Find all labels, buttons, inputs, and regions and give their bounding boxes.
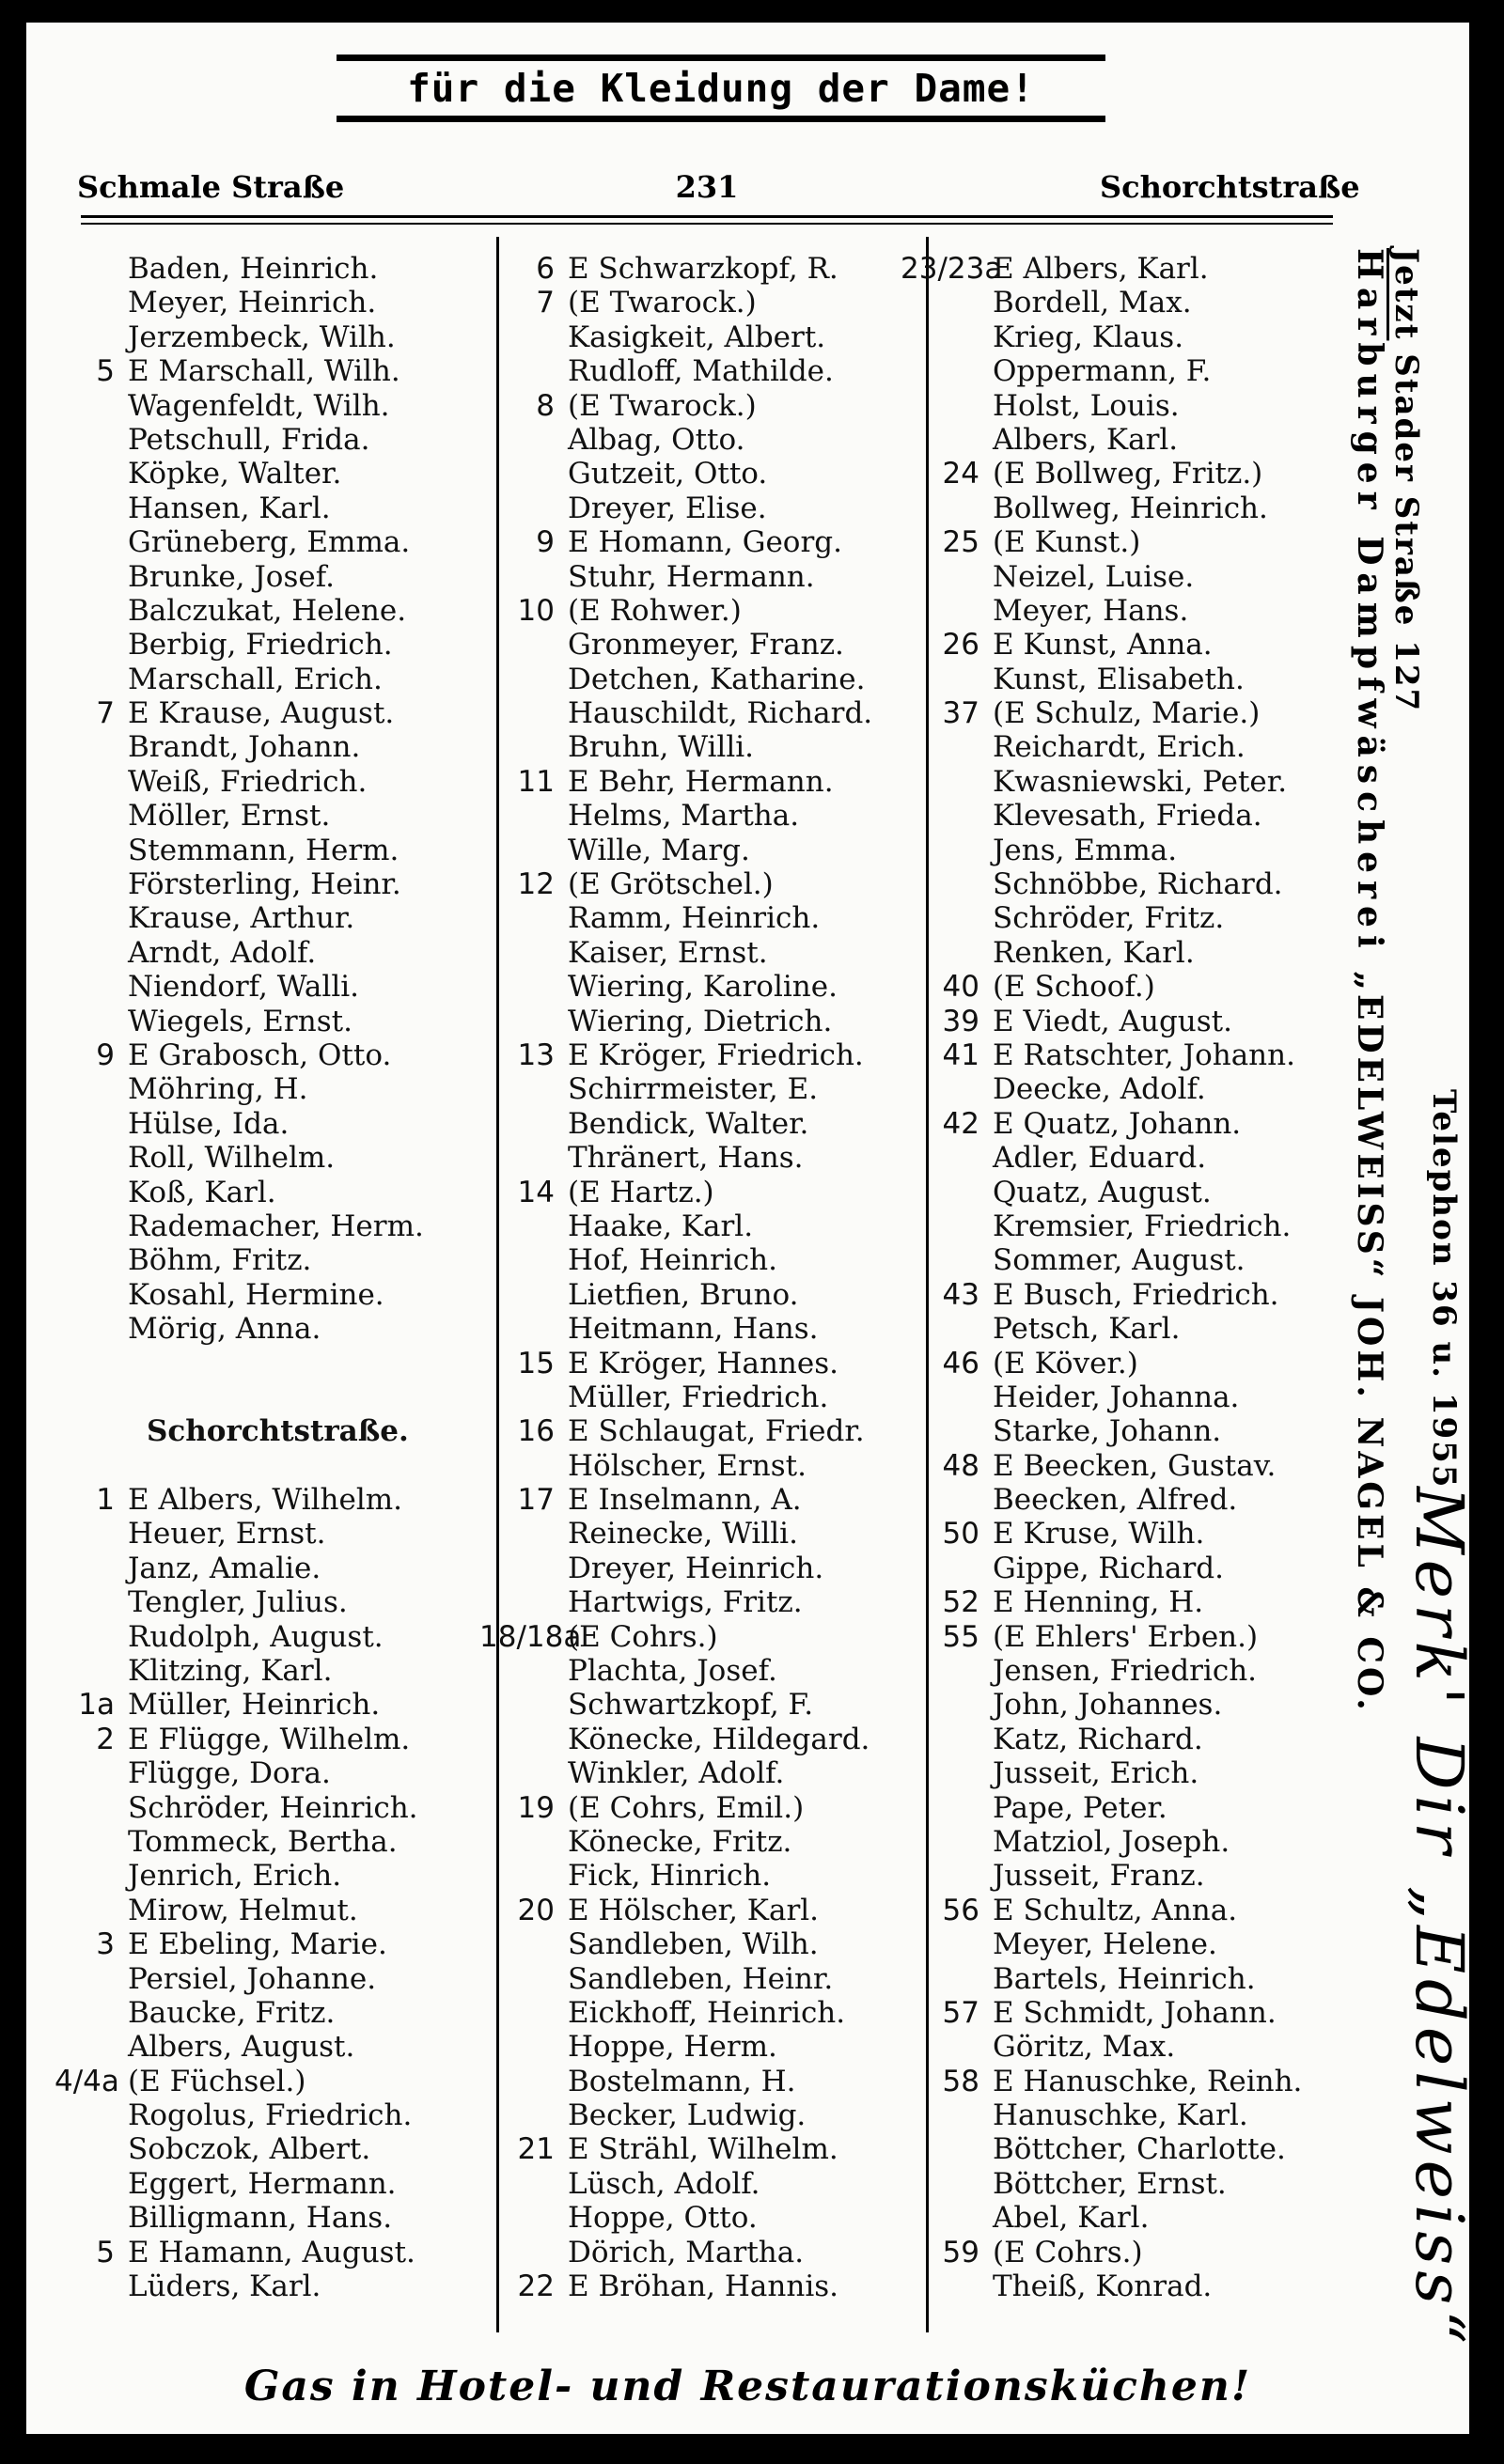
advert-company: Harburger Dampfwäscherei: [1350, 248, 1389, 956]
resident-name: Billigmann, Hans.: [128, 2201, 393, 2236]
resident-name: Lüders, Karl.: [128, 2269, 321, 2304]
resident-name: Holst, Louis.: [993, 388, 1180, 423]
resident-name: E Busch, Friedrich.: [993, 1277, 1279, 1312]
resident-name: Petsch, Karl.: [993, 1312, 1181, 1347]
resident-name: E Inselmann, A.: [568, 1483, 802, 1518]
resident-name: Detchen, Katharine.: [568, 662, 866, 696]
resident-name: (E Köver.): [993, 1346, 1138, 1380]
resident-name: Meyer, Heinrich.: [128, 286, 377, 320]
house-number: 21: [517, 2132, 555, 2167]
resident-name: Albers, August.: [128, 2030, 355, 2065]
resident-name: E Ebeling, Marie.: [128, 1927, 387, 1962]
resident-name: Niendorf, Walli.: [128, 970, 360, 1005]
resident-name: Hoppe, Herm.: [568, 2030, 777, 2065]
banner-advert: für die Kleidung der Dame!: [337, 55, 1105, 122]
resident-name: E Kruse, Wilh.: [993, 1517, 1205, 1552]
house-number: 24: [942, 457, 979, 491]
resident-name: Meyer, Hans.: [993, 593, 1189, 628]
footer-advert: Gas in Hotel- und Restaurationsküchen!: [243, 2363, 1252, 2410]
resident-name: E Albers, Wilhelm.: [128, 1483, 403, 1518]
resident-name: (E Füchsel.): [128, 2064, 306, 2098]
resident-name: Petschull, Frida.: [128, 422, 370, 457]
resident-name: Klevesath, Frieda.: [993, 799, 1262, 834]
resident-name: Pape, Peter.: [993, 1790, 1167, 1825]
resident-name: Plachta, Josef.: [568, 1654, 777, 1689]
resident-name: (E Schulz, Marie.): [993, 696, 1261, 731]
resident-name: Beecken, Alfred.: [993, 1483, 1238, 1518]
resident-name: Hanuschke, Karl.: [993, 2098, 1248, 2133]
house-number: 16: [517, 1414, 555, 1449]
house-number: 43: [942, 1277, 979, 1312]
resident-name: E Strähl, Wilhelm.: [568, 2132, 838, 2167]
resident-name: E Marschall, Wilh.: [128, 354, 400, 389]
resident-name: (E Schoof.): [993, 970, 1155, 1005]
house-number: 9: [536, 525, 555, 560]
resident-name: E Schultz, Anna.: [993, 1893, 1238, 1927]
resident-name: Tengler, Julius.: [128, 1585, 348, 1620]
resident-name: (E Cohrs, Emil.): [568, 1790, 805, 1825]
resident-name: Adler, Eduard.: [993, 1141, 1207, 1176]
house-number: 7: [96, 696, 115, 731]
resident-name: Rademacher, Herm.: [128, 1209, 424, 1243]
resident-name: Albers, Karl.: [993, 422, 1179, 457]
resident-name: E Kunst, Anna.: [993, 628, 1213, 663]
house-number: 42: [942, 1106, 979, 1141]
resident-name: Roll, Wilhelm.: [128, 1141, 336, 1176]
header-rule: [81, 215, 1333, 218]
resident-name: E Schlaugat, Friedr.: [568, 1414, 865, 1449]
resident-name: Matziol, Joseph.: [993, 1824, 1230, 1859]
resident-name: Weiß, Friedrich.: [128, 764, 368, 799]
resident-name: Hartwigs, Fritz.: [568, 1585, 803, 1620]
resident-name: Abel, Karl.: [993, 2201, 1150, 2236]
house-number: 41: [942, 1037, 979, 1072]
resident-name: (E Cohrs.): [993, 2235, 1143, 2269]
resident-name: (E Hartz.): [568, 1175, 714, 1209]
house-number: 8: [536, 388, 555, 423]
resident-name: Wiegels, Ernst.: [128, 1004, 352, 1038]
house-number: 46: [942, 1346, 979, 1380]
house-number: 37: [942, 696, 979, 731]
house-number: 5: [96, 2235, 115, 2269]
resident-name: (E Kunst.): [993, 525, 1141, 560]
house-number: 14: [517, 1175, 555, 1209]
resident-name: E Schwarzkopf, R.: [568, 252, 838, 286]
resident-name: Rogolus, Friedrich.: [128, 2098, 413, 2133]
resident-name: Starke, Johann.: [993, 1414, 1222, 1449]
resident-name: Klitzing, Karl.: [128, 1654, 333, 1689]
house-number: 15: [517, 1346, 555, 1380]
resident-name: Stemmann, Herm.: [128, 833, 400, 867]
resident-name: Göritz, Max.: [993, 2030, 1176, 2065]
resident-name: Böttcher, Ernst.: [993, 2166, 1227, 2201]
resident-name: Grüneberg, Emma.: [128, 525, 411, 560]
resident-name: Jenrich, Erich.: [128, 1859, 342, 1894]
resident-name: Böttcher, Charlotte.: [993, 2132, 1286, 2167]
resident-name: Kaiser, Ernst.: [568, 935, 768, 970]
resident-name: Heuer, Ernst.: [128, 1517, 326, 1552]
resident-name: Neizel, Luise.: [993, 559, 1195, 594]
header-rule-thin: [81, 223, 1333, 225]
resident-name: Hansen, Karl.: [128, 491, 331, 525]
resident-name: Schwartzkopf, F.: [568, 1688, 814, 1723]
resident-name: Renken, Karl.: [993, 935, 1195, 970]
resident-name: Theiß, Konrad.: [993, 2269, 1213, 2304]
house-number: 39: [942, 1004, 979, 1038]
resident-name: Gippe, Richard.: [993, 1551, 1225, 1585]
resident-name: E Henning, H.: [993, 1585, 1204, 1620]
resident-name: Dreyer, Elise.: [568, 491, 767, 525]
resident-name: Baucke, Fritz.: [128, 1995, 336, 2030]
resident-name: Schirrmeister, E.: [568, 1072, 819, 1107]
resident-name: Reichardt, Erich.: [993, 730, 1246, 765]
resident-name: Albag, Otto.: [568, 422, 745, 457]
street-heading: Schorchtstraße.: [147, 1414, 409, 1449]
resident-name: Heitmann, Hans.: [568, 1312, 819, 1347]
house-number: 22: [517, 2269, 555, 2304]
house-number: 58: [942, 2064, 979, 2098]
house-number: 12: [517, 867, 555, 902]
house-number: 2: [96, 1722, 115, 1756]
resident-name: Gronmeyer, Franz.: [568, 628, 844, 663]
resident-name: Mirow, Helmut.: [128, 1893, 358, 1927]
resident-name: Sommer, August.: [993, 1243, 1246, 1278]
house-number: 18/18a: [479, 1619, 582, 1654]
house-number: 17: [517, 1483, 555, 1518]
resident-name: Krieg, Klaus.: [993, 320, 1184, 354]
advert-now-label: Jetzt: [1387, 248, 1425, 341]
resident-name: Bartels, Heinrich.: [993, 1961, 1256, 1996]
resident-name: Oppermann, F.: [993, 354, 1212, 389]
resident-name: Stuhr, Hermann.: [568, 559, 815, 594]
house-number: 11: [517, 764, 555, 799]
resident-name: E Schmidt, Johann.: [993, 1995, 1277, 2030]
resident-name: Ramm, Heinrich.: [568, 901, 821, 936]
resident-name: (E Twarock.): [568, 286, 757, 320]
resident-name: Hölscher, Ernst.: [568, 1448, 807, 1483]
advert-slogan: Merk' Dir „Edelweiss“: [1401, 1487, 1478, 2350]
house-number: 19: [517, 1790, 555, 1825]
resident-name: Försterling, Heinr.: [128, 867, 401, 902]
resident-name: Sobczok, Albert.: [128, 2132, 371, 2167]
resident-name: E Kröger, Friedrich.: [568, 1037, 864, 1072]
resident-name: Lietfien, Bruno.: [568, 1277, 799, 1312]
resident-name: Jusseit, Franz.: [993, 1859, 1205, 1894]
house-number: 26: [942, 628, 979, 663]
resident-name: Kwasniewski, Peter.: [993, 764, 1288, 799]
resident-name: E Hölscher, Karl.: [568, 1893, 820, 1927]
resident-name: E Flügge, Wilhelm.: [128, 1722, 411, 1756]
house-number: 7: [536, 286, 555, 320]
resident-name: Helms, Martha.: [568, 799, 800, 834]
resident-name: E Viedt, August.: [993, 1004, 1232, 1038]
advert-vertical-line-1: [1350, 248, 1389, 2297]
resident-name: E Hamann, August.: [128, 2235, 415, 2269]
resident-name: Katz, Richard.: [993, 1722, 1203, 1756]
resident-name: Wille, Marg.: [568, 833, 750, 867]
house-number: 55: [942, 1619, 979, 1654]
resident-name: Wiering, Karoline.: [568, 970, 838, 1005]
resident-name: Böhm, Fritz.: [128, 1243, 312, 1278]
resident-name: Jens, Emma.: [993, 833, 1178, 867]
resident-name: E Behr, Hermann.: [568, 764, 834, 799]
resident-name: Arndt, Adolf.: [128, 935, 317, 970]
resident-name: Hof, Heinrich.: [568, 1243, 777, 1278]
resident-name: Hülse, Ida.: [128, 1106, 290, 1141]
resident-name: E Albers, Karl.: [993, 252, 1209, 286]
house-number: 20: [517, 1893, 555, 1927]
house-number: 13: [517, 1037, 555, 1072]
resident-name: Koß, Karl.: [128, 1175, 276, 1209]
resident-name: Bruhn, Willi.: [568, 730, 755, 765]
resident-name: Dreyer, Heinrich.: [568, 1551, 824, 1585]
resident-name: Gutzeit, Otto.: [568, 457, 768, 491]
resident-name: Meyer, Helene.: [993, 1927, 1217, 1962]
resident-name: Persiel, Johanne.: [128, 1961, 377, 1996]
resident-name: Winkler, Adolf.: [568, 1756, 785, 1791]
resident-name: Schröder, Fritz.: [993, 901, 1225, 936]
resident-name: E Grabosch, Otto.: [128, 1037, 392, 1072]
house-number: 4/4a: [55, 2064, 119, 2098]
resident-name: Krause, Arthur.: [128, 901, 355, 936]
resident-name: E Quatz, Johann.: [993, 1106, 1242, 1141]
resident-name: Kosahl, Hermine.: [128, 1277, 384, 1312]
resident-name: Marschall, Erich.: [128, 662, 383, 696]
resident-name: Wagenfeldt, Wilh.: [128, 388, 390, 423]
header-left-street: Schmale Straße: [77, 169, 345, 205]
resident-name: Möller, Ernst.: [128, 799, 331, 834]
resident-name: Müller, Heinrich.: [128, 1688, 381, 1723]
resident-name: Haake, Karl.: [568, 1209, 754, 1243]
house-number: 3: [96, 1927, 115, 1962]
house-number: 25: [942, 525, 979, 560]
resident-name: Eickhoff, Heinrich.: [568, 1995, 846, 2030]
house-number: 6: [536, 252, 555, 286]
resident-name: E Kröger, Hannes.: [568, 1346, 838, 1380]
resident-name: Rudolph, August.: [128, 1619, 384, 1654]
resident-name: Bordell, Max.: [993, 286, 1192, 320]
house-number: 23/23a: [901, 252, 1003, 286]
resident-name: E Homann, Georg.: [568, 525, 842, 560]
resident-name: Berbig, Friedrich.: [128, 628, 393, 663]
header-right-street: Schorchtstraße: [1100, 169, 1360, 205]
resident-name: Hauschildt, Richard.: [568, 696, 873, 731]
resident-name: E Hanuschke, Reinh.: [993, 2064, 1303, 2098]
resident-name: Heider, Johanna.: [993, 1380, 1240, 1414]
house-number: 9: [96, 1037, 115, 1072]
resident-name: (E Bollweg, Fritz.): [993, 457, 1263, 491]
resident-name: (E Cohrs.): [568, 1619, 718, 1654]
resident-name: John, Johannes.: [993, 1688, 1223, 1723]
resident-name: Bollweg, Heinrich.: [993, 491, 1268, 525]
resident-name: Deecke, Adolf.: [993, 1072, 1206, 1107]
resident-name: Wiering, Dietrich.: [568, 1004, 833, 1038]
resident-name: Baden, Heinrich.: [128, 252, 379, 286]
resident-name: Sandleben, Wilh.: [568, 1927, 819, 1962]
resident-name: Brunke, Josef.: [128, 559, 335, 594]
resident-name: Bendick, Walter.: [568, 1106, 809, 1141]
house-number: 50: [942, 1517, 979, 1552]
resident-name: Brandt, Johann.: [128, 730, 361, 765]
resident-name: Eggert, Hermann.: [128, 2166, 397, 2201]
advert-brand: „EDELWEISS“ JOH. NAGEL & CO.: [1350, 971, 1389, 1714]
resident-name: Jusseit, Erich.: [993, 1756, 1199, 1791]
resident-name: Tommeck, Bertha.: [128, 1824, 398, 1859]
resident-name: Kremsier, Friedrich.: [993, 1209, 1292, 1243]
resident-name: Quatz, August.: [993, 1175, 1212, 1209]
resident-name: Möhring, H.: [128, 1072, 308, 1107]
resident-name: Könecke, Hildegard.: [568, 1722, 870, 1756]
resident-name: Dörich, Martha.: [568, 2235, 805, 2269]
house-number: 40: [942, 970, 979, 1005]
resident-name: E Bröhan, Hannis.: [568, 2269, 838, 2304]
resident-name: Jerzembeck, Wilh.: [128, 320, 396, 354]
resident-name: Lüsch, Adolf.: [568, 2166, 760, 2201]
resident-name: E Ratschter, Johann.: [993, 1037, 1295, 1072]
directory-page: [26, 23, 1478, 2434]
resident-name: Kunst, Elisabeth.: [993, 662, 1245, 696]
resident-name: (E Rohwer.): [568, 593, 742, 628]
resident-name: (E Grötschel.): [568, 867, 774, 902]
house-number: 56: [942, 1893, 979, 1927]
resident-name: Mörig, Anna.: [128, 1312, 321, 1347]
advert-address: Stader Straße 127: [1387, 353, 1425, 713]
resident-name: Könecke, Fritz.: [568, 1824, 792, 1859]
resident-name: (E Twarock.): [568, 388, 757, 423]
resident-name: E Beecken, Gustav.: [993, 1448, 1277, 1483]
resident-name: Rudloff, Mathilde.: [568, 354, 834, 389]
house-number: 57: [942, 1995, 979, 2030]
house-number: 5: [96, 354, 115, 389]
house-number: 1a: [78, 1688, 115, 1723]
resident-name: (E Ehlers' Erben.): [993, 1619, 1259, 1654]
resident-name: Schnöbbe, Richard.: [993, 867, 1283, 902]
house-number: 59: [942, 2235, 979, 2269]
house-number: 10: [517, 593, 555, 628]
resident-name: Sandleben, Heinr.: [568, 1961, 834, 1996]
advert-phone: Telephon 36 u. 1955: [1425, 1089, 1463, 1489]
resident-name: Becker, Ludwig.: [568, 2098, 807, 2133]
resident-name: Flügge, Dora.: [128, 1756, 331, 1791]
resident-name: E Krause, August.: [128, 696, 395, 731]
resident-name: Fick, Hinrich.: [568, 1859, 772, 1894]
resident-name: Köpke, Walter.: [128, 457, 342, 491]
resident-name: Jensen, Friedrich.: [993, 1654, 1258, 1689]
house-number: 1: [96, 1483, 115, 1518]
resident-name: Reinecke, Willi.: [568, 1517, 798, 1552]
resident-name: Balczukat, Helene.: [128, 593, 407, 628]
resident-name: Bostelmann, H.: [568, 2064, 796, 2098]
page-number: 231: [675, 169, 739, 205]
house-number: 52: [942, 1585, 979, 1620]
house-number: 48: [942, 1448, 979, 1483]
resident-name: Thränert, Hans.: [568, 1141, 804, 1176]
resident-name: Hoppe, Otto.: [568, 2201, 758, 2236]
resident-name: Schröder, Heinrich.: [128, 1790, 418, 1825]
resident-name: Janz, Amalie.: [128, 1551, 321, 1585]
resident-name: Müller, Friedrich.: [568, 1380, 829, 1414]
resident-name: Kasigkeit, Albert.: [568, 320, 826, 354]
